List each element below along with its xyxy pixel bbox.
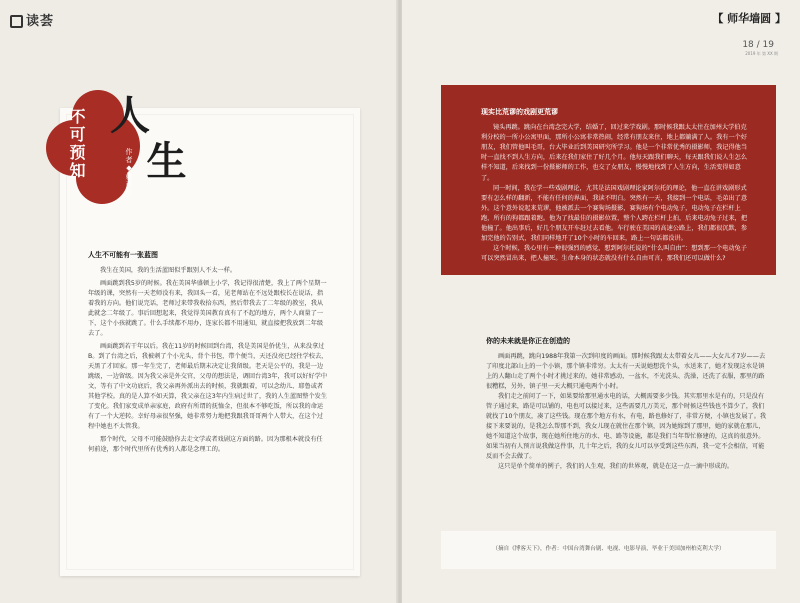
paragraph: 画面再跳，跳向1988年我第一次到印度的画面。那时候我跟太太带着女儿——大女儿才7岁——去了印度北部山上的一个小镇，那个镇非常穷。太太有一天说她想洗个头，水送来了，她才发现这水是镇上的人翻山走了两个小时才挑过来的，她非常感动，一盆水，不光洗头、洗澡，还洗了衣服，那里的路很糟糕，另外，镇子里一天大概只通电两个小时。	[486, 353, 766, 390]
paragraph: 同一时间，我在学一些戏剧理论，尤其是法国戏剧理论家阿尔托的理论，他一直在讲戏剧形式要有怎么样的翻新，不能有任何的界面，我读不明白。突然有一天，我接到一个电话，毛弟出了意外。这个意外说起来荒谬，他被派去一个赛狗场摄影，赛狗场有个电动兔子，电动兔子在栏杆上跑，所有的狗都跟着跑。他为了找最佳的摄影位置，整个人跨在栏杆上拍，后来电动兔子过来，把他撞了。他出事后，好几个朋友开车赶过去看他。车行驶在美国的高速公路上，我们都很沉默，参加完他的告别式，我们同样地开了10个小时的车回来，路上一句话都没讲。	[481, 184, 748, 243]
logo-mark-icon	[10, 15, 23, 28]
paragraph: 我们走之前问了一下，如果要给那里通水电的话，大概需要多少钱。其实那里水是有的，只是没有管子通过来，路是可以铺的，电也可以接过来，这些需要几万美元，那个时候这些钱也不算少了，我们就找了10个朋友，凑了这些钱。现在那个地方有水，有电，路也修好了，非常方便，小镇也发展了。我接下来要说的，是我怎么帮那不到，我女儿现在就住在那个镇，因为她嫁到了那里，她的家就在那儿，她不知道这个故事，现在她所住地方的水、电、路等设施，都是我们当年帮忙修建的，这真的很意外。如果当初有人预言说我做这件事，几十年之后，我的女儿可以享受到这些东西，我一定不会相信，可能反而不会去做了。	[486, 393, 767, 460]
paragraph: 那个时代，父母不可能鼓励你去走文学或者戏剧这方面的路。因为那根本就没有任何前途，那个时代里所有优秀的人都是念理工的。	[88, 436, 323, 453]
title-char-sheng: 生	[140, 140, 187, 180]
author-credit: 作者◆赖声川	[125, 148, 133, 197]
section-heading: 你的未来就是你正在创造的	[486, 337, 570, 345]
paragraph: 镜头再跳。跳向在台湾念完大学，结婚了，回过来学戏剧。那时候我跟太太住在加州大学伯克利分校的一所小公寓里面，那所小公寓非常热闹，经常有朋友来住，地上都躺满了人。我有一个好朋友，我们管他叫毛哥，台大毕业后到美国研究所学习。他是一个非常优秀的摄影师，我记得他当时一直找不到人生方向，后来在我们家住了好几个月。他每天跟我们聊天，每天跟我们说人生怎么样不知道，后来找到一份摄影师的工作，也交了女朋友，慢慢地找到了人生方向，生活变得如意了。	[481, 124, 748, 182]
paragraph: 画面跳到若干年以后。我在11岁的时候回到台湾，我是美国是侨优生，从来没拿过B。到了台湾之后，我被刺了个小光头，背个书包，带个便当，天还没亮已经往学校去，天黑了才回家。那一年生完了，老师最后期末决定让我留级。老天是公平的，我是一边跳级，一边留级。因为我父亲是外交官，父母的想法是，调回台湾3年，我可以好好学中文，等有了中文功底后，我父亲再外派出去的时候，我就跟着，可以念幼儿、耶鲁或者其他学校。真的是人算不如天算，我父亲在这3年内生病过世了，我的人生蓝图整个发生了变化。我们家变成单亲家庭，政府有所谓的抚恤金，但很本不够吃饭，所以我的命运有了一个大逆转。幸好母亲很坚强，她非常努力地把我跟我哥哥两个人带大，在这个过程中她也不太管我。	[88, 343, 328, 430]
column-tag: 【 师华墙圆 】	[712, 12, 786, 25]
right-article-column	[486, 336, 768, 472]
magazine-logo	[10, 10, 54, 29]
left-article-column	[88, 250, 328, 458]
title-char-ren: 人	[110, 92, 150, 139]
title-subtitle: 不可预知	[67, 108, 86, 180]
paragraph: 画面跳到我5岁的时候。我在美国华盛顿上小学，我记得很清楚，我上了两个星期一年级的课，突然有一天老师没有来，我回头一看，见老师站在不远处跟校长在说话，指着我的方向。他们说完话，老师过来带我收拾东西，然后带我去了二年级的教室，我从此就念二年级了。事后回想起来，我觉得美国教育真有了不起的地方，两个人商量了一下，这个小孩就跳了。什么手续都不用办，连家长都不用通知，就直接把我放到二年级去了。	[88, 280, 327, 337]
paragraph: 这个时候，我心里有一种很强烈的感觉，想到阿尔托说的“什么叫自由”：想到那一个电动兔子可以突然冒出来，把人撞死。生命本身的状态就没有什么自由可言，那我们还可以做什么?	[481, 245, 747, 263]
page-numbers: 18 / 19	[742, 40, 774, 50]
source-excerpt: （摘自《博客天下》，作者：中国台湾舞台剧、电视、电影导演，毕业于美国加州柏克利大学）	[492, 546, 725, 552]
logo-text: 读荟	[26, 14, 55, 29]
paragraph: 我生在美国，我的生活蓝图似乎跟别人不太一样。	[100, 267, 237, 274]
left-page	[0, 0, 398, 603]
issue-label: 2019 年 第 XX 期	[745, 51, 778, 56]
excerpt-bar	[441, 531, 776, 569]
title-badge	[40, 78, 190, 228]
paragraph: 这只是单个简单的例子，我们的人生观，我们的世界观，就是在这一点一滴中形成的。	[498, 463, 734, 470]
red-highlight-box	[441, 85, 776, 275]
red-box-content	[481, 107, 749, 264]
section-heading: 人生不可能有一张蓝图	[88, 251, 158, 259]
section-heading: 现实比荒谬的戏剧更荒谬	[481, 108, 558, 116]
